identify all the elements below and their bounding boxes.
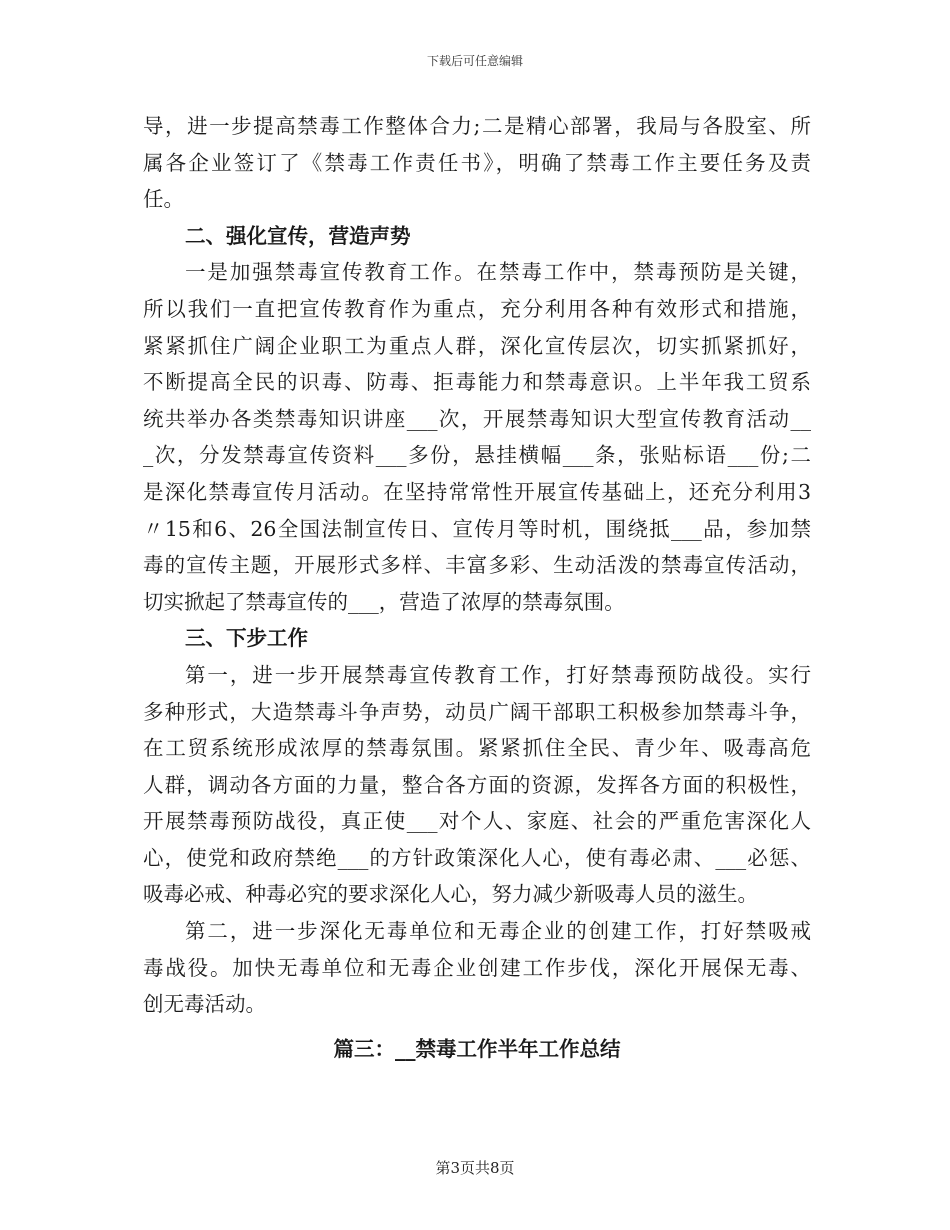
text-line: 创无毒活动。 bbox=[143, 992, 266, 1017]
text-line: _次，分发禁毒宣传资料___多份，悬挂横幅___条，张贴标语___份;二 bbox=[143, 443, 811, 468]
page-header: 下载后可任意编辑 bbox=[426, 54, 523, 68]
text-line: 不断提高全民的识毒、防毒、拒毒能力和禁毒意识。上半年我工贸系 bbox=[143, 370, 811, 395]
text-line: 属各企业签订了《禁毒工作责任书》，明确了禁毒工作主要任务及责 bbox=[143, 150, 811, 175]
text-line: 在工贸系统形成浓厚的禁毒氛围。紧紧抓住全民、青少年、吸毒高危 bbox=[143, 736, 811, 761]
text-line: 统共举办各类禁毒知识讲座___次，开展禁毒知识大型宣传教育活动__ bbox=[143, 406, 811, 431]
text-line: 吸毒必戒、种毒必究的要求深化人心，努力减少新吸毒人员的滋生。 bbox=[143, 882, 758, 907]
text-line: 切实掀起了禁毒宣传的___，营造了浓厚的禁毒氛围。 bbox=[143, 589, 625, 614]
text-line: 所以我们一直把宣传教育作为重点，充分利用各种有效形式和措施， bbox=[143, 296, 811, 321]
section-heading: 三、下步工作 bbox=[185, 626, 308, 651]
text-line: 毒的宣传主题，开展形式多样、丰富多彩、生动活泼的禁毒宣传活动， bbox=[143, 553, 811, 578]
text-line: 毒战役。加快无毒单位和无毒企业创建工作步伐，深化开展保无毒、 bbox=[143, 955, 811, 980]
text-line: 心，使党和政府禁绝___的方针政策深化人心，使有毒必肃、___必惩、 bbox=[143, 845, 811, 870]
section-title: 篇三：__禁毒工作半年工作总结 bbox=[333, 1036, 621, 1061]
text-line: 人群，调动各方面的力量，整合各方面的资源，发挥各方面的积极性， bbox=[143, 772, 811, 797]
text-line: 一是加强禁毒宣传教育工作。在禁毒工作中，禁毒预防是关键， bbox=[185, 260, 811, 285]
text-line: 是深化禁毒宣传月活动。在坚持常常性开展宣传基础上，还充分利用3 bbox=[143, 479, 811, 504]
text-line: 任。 bbox=[143, 187, 184, 212]
section-heading: 二、强化宣传，营造声势 bbox=[185, 223, 411, 248]
text-line: 第一，进一步开展禁毒宣传教育工作，打好禁毒预防战役。实行 bbox=[185, 662, 811, 687]
text-line: 〃15和6、26全国法制宣传日、宣传月等时机，围绕抵___品，参加禁 bbox=[143, 516, 811, 541]
document-body bbox=[143, 108, 811, 1067]
text-line: 第二，进一步深化无毒单位和无毒企业的创建工作，打好禁吸戒 bbox=[185, 919, 811, 944]
text-line: 紧紧抓住广阔企业职工为重点人群，深化宣传层次，切实抓紧抓好， bbox=[143, 333, 811, 358]
text-line: 多种形式，大造禁毒斗争声势，动员广阔干部职工积极参加禁毒斗争， bbox=[143, 699, 811, 724]
text-line: 导，进一步提高禁毒工作整体合力;二是精心部署，我局与各股室、所 bbox=[143, 114, 811, 138]
text-line: 开展禁毒预防战役，真正使___对个人、家庭、社会的严重危害深化人 bbox=[143, 809, 811, 834]
page-number: 第3页共8页 bbox=[435, 1159, 515, 1177]
